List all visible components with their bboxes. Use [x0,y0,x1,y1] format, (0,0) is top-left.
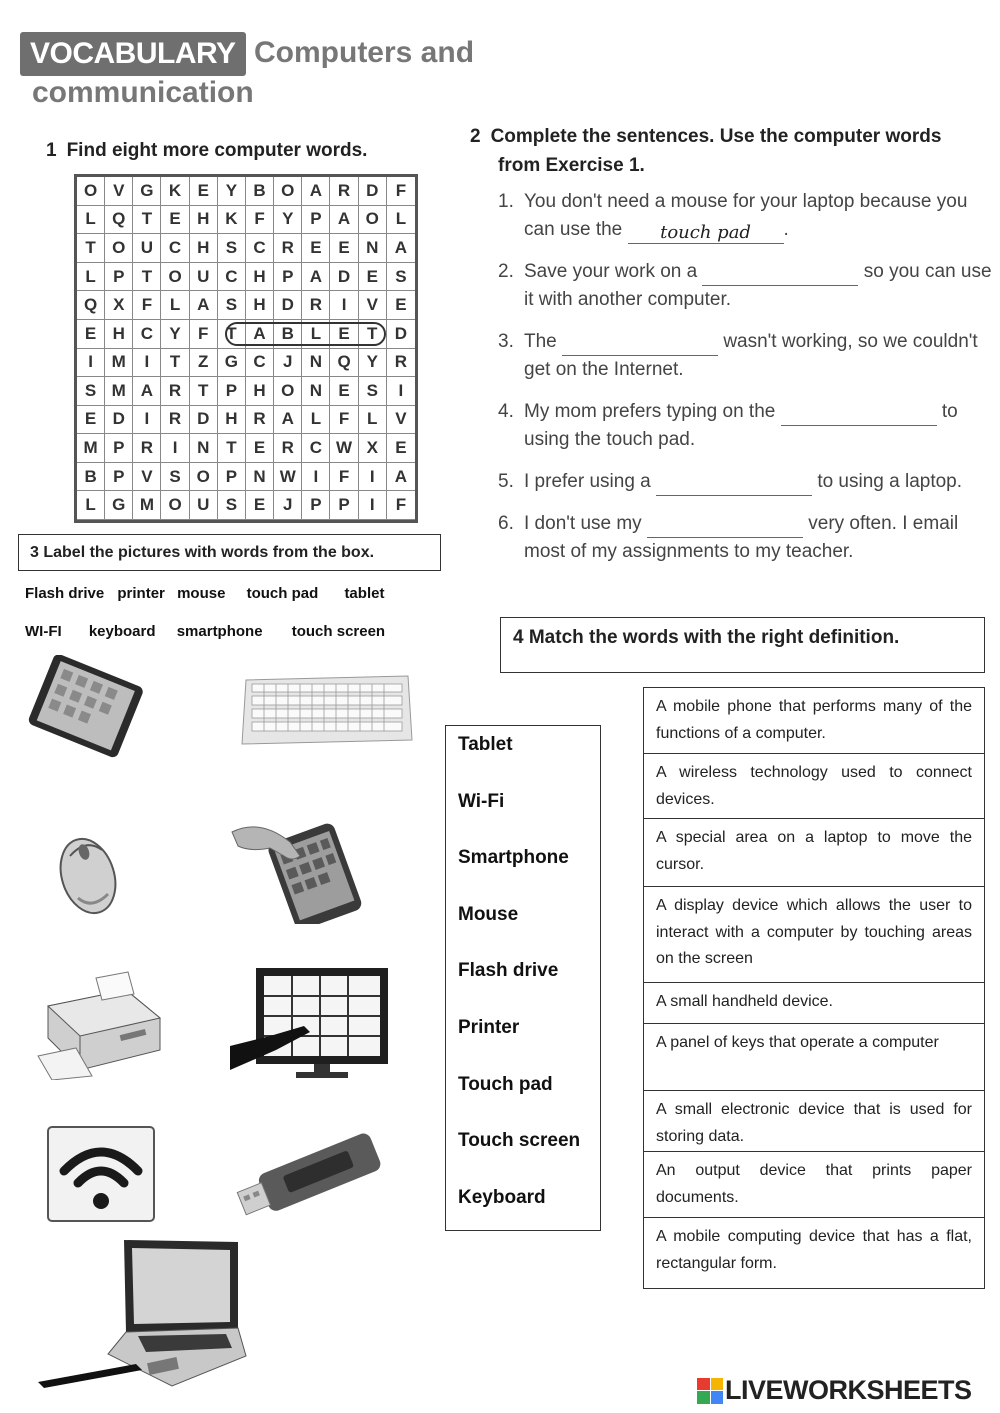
wordbank-word: mouse [177,585,226,602]
grid-cell[interactable]: T [133,263,161,292]
grid-cell[interactable]: S [218,491,246,520]
wordbank-word: WI-FI [25,623,62,640]
grid-cell[interactable]: F [330,406,358,435]
grid-cell[interactable]: S [218,291,246,320]
grid-cell[interactable]: C [302,434,330,463]
grid-cell[interactable]: V [387,406,415,435]
ex2-sentences [498,188,993,580]
sentence-text [524,328,993,384]
grid-cell[interactable]: I [359,491,387,520]
grid-cell[interactable]: M [133,491,161,520]
grid-cell[interactable]: L [77,206,105,235]
grid-cell[interactable]: I [302,463,330,492]
sentence-number: 3. [498,331,514,352]
grid-cell[interactable]: O [274,377,302,406]
ex2-heading [470,122,941,180]
grid-cell[interactable]: P [330,491,358,520]
grid-cell[interactable]: N [246,463,274,492]
grid-cell[interactable]: V [359,291,387,320]
sentence [498,328,993,384]
match-definition[interactable]: A panel of keys that operate a computer [644,1024,984,1091]
ex2-instruction-line2: from Exercise 1. [498,155,645,176]
grid-cell[interactable]: E [190,177,218,206]
grid-cell[interactable]: M [105,377,133,406]
smartphone-picture [230,812,370,924]
grid-cell[interactable]: E [246,491,274,520]
grid-cell[interactable]: Y [274,206,302,235]
grid-cell[interactable]: E [161,206,189,235]
grid-cell[interactable]: R [330,177,358,206]
grid-cell[interactable]: A [302,263,330,292]
grid-cell[interactable]: F [133,291,161,320]
tablet-picture [18,655,148,765]
sentence-after: so you can use it with another computer. [524,261,992,310]
grid-cell[interactable]: H [246,291,274,320]
grid-cell[interactable]: I [77,349,105,378]
sentence-after: wasn't working, so we couldn't get on the Internet. [524,331,978,380]
grid-cell[interactable]: T [218,434,246,463]
keyboard-picture [238,670,416,750]
grid-cell[interactable]: O [274,177,302,206]
grid-cell[interactable]: G [133,177,161,206]
brand-logo-square [697,1378,710,1391]
grid-cell[interactable]: F [330,463,358,492]
sentence-text [524,258,993,314]
grid-cell[interactable]: A [330,206,358,235]
wordbank-word: keyboard [88,623,156,640]
grid-cell[interactable]: I [330,291,358,320]
grid-cell[interactable]: X [359,434,387,463]
match-word[interactable]: Mouse [458,903,519,925]
sentence-before: My mom prefers typing on the [524,401,776,422]
found-word-circle [225,322,386,346]
grid-cell[interactable]: L [77,491,105,520]
grid-cell[interactable]: P [302,206,330,235]
grid-cell[interactable]: P [218,377,246,406]
grid-cell[interactable]: H [105,320,133,349]
grid-cell[interactable]: P [302,491,330,520]
grid-cell[interactable]: E [302,234,330,263]
grid-cell[interactable]: N [359,234,387,263]
grid-cell[interactable]: E [359,263,387,292]
grid-cell[interactable]: S [218,234,246,263]
grid-cell[interactable]: Z [190,349,218,378]
match-definition[interactable]: A small electronic device that is used for storing data. [644,1091,984,1152]
grid-cell[interactable]: R [274,234,302,263]
grid-cell[interactable]: A [274,406,302,435]
grid-cell[interactable]: D [105,406,133,435]
grid-cell[interactable]: L [161,291,189,320]
sentence-before: You don't need a mouse for your laptop because you can use the [524,191,968,240]
grid-cell[interactable]: L [387,206,415,235]
grid-cell[interactable]: T [77,234,105,263]
grid-cell[interactable]: A [190,291,218,320]
sentence [498,398,993,454]
grid-cell[interactable]: T [190,377,218,406]
sentence [498,510,993,566]
match-definition[interactable]: A small handheld device. [644,983,984,1024]
ex4-words-column [445,725,601,1231]
grid-cell[interactable]: E [330,234,358,263]
printer-picture [36,966,166,1080]
grid-cell[interactable]: S [161,463,189,492]
grid-cell[interactable]: L [77,263,105,292]
grid-cell[interactable]: D [330,263,358,292]
match-definition[interactable]: An output device that prints paper documents. [644,1152,984,1218]
mouse-picture [48,828,128,920]
sentence [498,468,993,496]
grid-cell[interactable]: P [274,263,302,292]
grid-cell[interactable]: R [161,377,189,406]
ex2-instruction-line1: Complete the sentences. Use the computer words [490,126,942,147]
grid-cell[interactable]: G [218,349,246,378]
grid-cell[interactable]: W [274,463,302,492]
sentence-before: Save your work on a [524,261,698,282]
brand-logo-square [697,1391,710,1404]
sentence-text [524,188,993,244]
sentence-number: 2. [498,261,514,282]
grid-cell[interactable]: O [161,491,189,520]
grid-cell[interactable]: M [77,434,105,463]
grid-cell[interactable]: O [359,206,387,235]
match-word[interactable]: Wi-Fi [458,790,505,812]
grid-cell[interactable]: R [387,349,415,378]
grid-cell[interactable]: I [359,463,387,492]
wordbank-word: smartphone [176,623,263,640]
grid-cell[interactable]: T [161,349,189,378]
grid-cell[interactable]: N [302,377,330,406]
flash-drive-picture [230,1130,390,1220]
vocabulary-tag: VOCABULARY [20,32,246,76]
grid-cell[interactable]: C [161,234,189,263]
grid-cell[interactable]: T [133,206,161,235]
grid-cell[interactable]: L [302,320,330,349]
grid-cell[interactable]: D [190,406,218,435]
grid-cell[interactable]: K [218,206,246,235]
grid-cell[interactable]: N [190,434,218,463]
match-word[interactable]: Keyboard [458,1186,546,1208]
grid-cell[interactable]: R [246,406,274,435]
grid-cell[interactable]: E [77,406,105,435]
grid-cell[interactable]: R [274,434,302,463]
brand[interactable] [697,1375,972,1406]
sentence-text [524,510,993,566]
answer-blank[interactable] [656,471,812,496]
sentence-text [524,398,993,454]
grid-cell[interactable]: E [330,320,358,349]
wifi-picture [46,1125,156,1223]
grid-cell[interactable]: E [387,291,415,320]
grid-cell[interactable]: U [133,234,161,263]
grid-cell[interactable]: B [274,320,302,349]
sentence-number: 4. [498,401,514,422]
page-title: Computers and [254,36,475,69]
answer-text: touch pad [660,222,751,243]
grid-cell[interactable]: M [105,349,133,378]
match-word[interactable]: Flash drive [458,960,559,982]
grid-cell[interactable]: P [105,463,133,492]
grid-cell[interactable]: H [246,263,274,292]
grid-cell[interactable]: E [77,320,105,349]
grid-cell[interactable]: F [190,320,218,349]
grid-cell[interactable]: P [105,263,133,292]
grid-cell[interactable]: V [105,177,133,206]
grid-cell[interactable]: X [105,291,133,320]
grid-cell[interactable]: R [161,406,189,435]
sentence [498,258,993,314]
grid-cell[interactable]: H [218,406,246,435]
answer-blank[interactable] [702,261,858,286]
grid-cell[interactable]: H [246,377,274,406]
grid-cell[interactable]: C [246,349,274,378]
match-definition[interactable]: A mobile phone that performs many of the functions of a computer. [644,688,984,754]
grid-cell[interactable]: A [387,463,415,492]
grid-cell[interactable]: D [274,291,302,320]
grid-cell[interactable]: L [302,406,330,435]
sentence-text [524,468,962,496]
sentence-before: I prefer using a [524,471,651,492]
match-word[interactable]: Tablet [458,734,513,755]
grid-cell[interactable]: U [190,491,218,520]
wordbank-word: printer [117,585,165,602]
grid-cell[interactable]: I [133,406,161,435]
grid-cell[interactable]: C [133,320,161,349]
grid-cell[interactable]: C [246,234,274,263]
grid-cell[interactable]: H [190,206,218,235]
grid-cell[interactable]: E [246,434,274,463]
grid-cell[interactable]: N [302,349,330,378]
grid-cell[interactable]: Y [359,349,387,378]
match-definition[interactable]: A special area on a laptop to move the cursor. [644,819,984,887]
touch-screen-picture [230,966,390,1082]
grid-cell[interactable]: F [387,491,415,520]
grid-cell[interactable]: Q [105,206,133,235]
match-word[interactable]: Touch screen [458,1130,581,1152]
grid-cell[interactable]: S [387,263,415,292]
grid-cell[interactable]: D [387,320,415,349]
grid-cell[interactable]: O [77,177,105,206]
grid-cell[interactable]: G [105,491,133,520]
match-definition[interactable]: A mobile computing device that has a flat, rectangular form. [656,1228,972,1272]
sentence-after: to using a laptop. [817,471,963,492]
grid-cell[interactable]: A [133,377,161,406]
ex1-instruction: Find eight more computer words. [66,140,368,161]
grid-cell[interactable]: A [302,177,330,206]
grid-cell[interactable]: E [330,377,358,406]
grid-cell[interactable]: P [218,463,246,492]
grid-cell[interactable]: R [133,434,161,463]
ex2-number: 2 [470,126,481,147]
ex1-heading [46,140,367,162]
sentence-after: to using the touch pad. [524,401,958,450]
grid-cell[interactable]: L [359,406,387,435]
sentence-number: 1. [498,191,514,212]
sentence-before: I don't use my [524,513,642,534]
grid-cell[interactable]: T [218,320,246,349]
grid-cell[interactable]: Q [330,349,358,378]
brand-logo-square [711,1378,724,1391]
grid-cell[interactable]: H [190,234,218,263]
sentence-number: 5. [498,471,514,492]
brand-name: LIVEWORKSHEETS [725,1375,972,1405]
grid-cell[interactable]: I [161,434,189,463]
grid-cell[interactable]: C [218,263,246,292]
grid-cell[interactable]: A [387,234,415,263]
grid-cell[interactable]: A [246,320,274,349]
grid-cell[interactable]: T [359,320,387,349]
grid-cell[interactable]: J [274,349,302,378]
grid-cell[interactable]: Q [77,291,105,320]
answer-blank[interactable] [647,513,803,538]
grid-cell[interactable]: I [133,349,161,378]
grid-cell[interactable]: R [302,291,330,320]
wordbank-word: touch pad [246,585,319,602]
grid-cell[interactable]: S [77,377,105,406]
grid-cell[interactable]: S [359,377,387,406]
answer-blank[interactable] [628,219,784,244]
grid-cell[interactable]: D [359,177,387,206]
answer-blank[interactable] [562,331,718,356]
wordbank-row1 [25,585,384,602]
grid-cell[interactable]: B [246,177,274,206]
grid-cell[interactable]: E [387,434,415,463]
grid-cell[interactable]: O [190,463,218,492]
match-definition[interactable]: A wireless technology used to connect devices. [644,754,984,819]
word-search-grid [74,174,418,523]
grid-cell[interactable]: W [330,434,358,463]
match-word[interactable]: Touch pad [458,1073,553,1095]
grid-cell[interactable]: B [77,463,105,492]
ex1-number: 1 [46,140,57,161]
grid-cell[interactable]: U [190,263,218,292]
grid-cell[interactable]: Y [161,320,189,349]
grid-cell[interactable]: O [105,234,133,263]
grid-cell[interactable]: V [133,463,161,492]
wordbank-word: tablet [344,585,385,602]
grid-cell[interactable]: I [387,377,415,406]
grid-cell[interactable]: P [105,434,133,463]
sentence-number: 6. [498,513,514,534]
wordbank-row2 [25,623,385,640]
match-definition[interactable]: A display device which allows the user to interact with a computer by touching areas on the screen [644,887,984,983]
answer-blank[interactable] [781,401,937,426]
grid-cell[interactable]: F [387,177,415,206]
grid-cell[interactable]: J [274,491,302,520]
brand-logo-square [711,1391,724,1404]
page-title-line2: communication [32,76,254,109]
ex4-instruction-box: 4 Match the words with the right definition. [500,617,985,673]
grid-cell[interactable]: K [161,177,189,206]
laptop-picture [38,1236,250,1388]
wordbank-word: touch screen [291,623,386,640]
sentence-after: . [783,219,789,240]
wordbank-word: Flash drive [25,585,105,602]
grid-cell[interactable]: O [161,263,189,292]
ex4-definitions-column [643,687,985,1289]
sentence [498,188,993,244]
sentence-before: The [524,331,557,352]
ex3-instruction-box: 3 Label the pictures with words from the box. [18,534,441,571]
grid-cell[interactable]: Y [218,177,246,206]
match-word[interactable]: Printer [458,1017,520,1038]
match-word[interactable]: Smartphone [458,847,569,869]
grid-cell[interactable]: F [246,206,274,235]
brand-logo-icon [697,1378,723,1404]
sentence-after: very often. I email most of my assignments to my teacher. [524,513,959,562]
